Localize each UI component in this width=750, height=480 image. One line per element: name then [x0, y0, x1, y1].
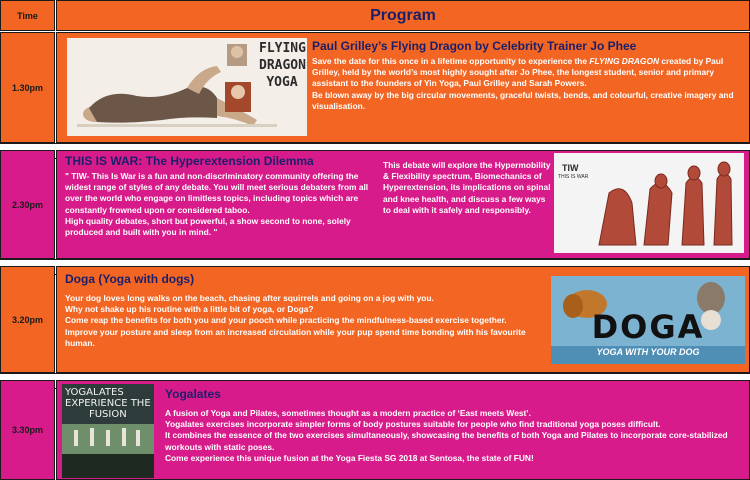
doga-logo: DOGA — [591, 308, 705, 346]
description-part-2: High quality debates, short but powerful, a show second to none, solely produced and built with you in mind. " — [65, 215, 351, 238]
program-title: Doga (Yoga with dogs) — [65, 272, 195, 286]
logo-line-2: DRAGON — [259, 58, 306, 73]
description-part-1: Your dog loves long walks on the beach, chasing after squirrels and going on a jog with you. — [65, 293, 434, 303]
description-part-1: Save the date for this once in a lifetime opportunity to experience the — [312, 56, 590, 66]
yogalates-logo — [65, 387, 151, 420]
program-row-flying-dragon — [56, 32, 750, 143]
flying-dragon-logo — [259, 40, 305, 91]
program-description — [65, 293, 551, 349]
description-part-1: A fusion of Yoga and Pilates, sometimes thought as a modern practice of ‘East meets West’. — [165, 408, 531, 418]
description-part-4: Improve your posture and sleep from an increased circulation while your pup spend time bonding with his favourite human. — [65, 326, 526, 348]
program-title: THIS IS WAR: The Hyperextension Dilemma — [65, 154, 314, 168]
hyperextension-image — [554, 153, 744, 253]
row-time-4: 3.30pm — [0, 380, 55, 480]
description-part-2: created by Paul Grilley, held by the world’s most highly sought after Jo Phee, the longest student, senior and primary assistant to the founders of Yin Yoga, Paul Grilley and Sarah Powers. — [312, 56, 724, 89]
logo-line-3: YOGA — [266, 75, 298, 90]
row-time-3: 3.20pm — [0, 266, 55, 373]
flying-dragon-image — [67, 38, 307, 136]
yogalates-image — [62, 384, 154, 478]
program-description-left — [65, 171, 380, 238]
description-part-3: It combines the essence of the two exercises simultaneously, showcasing the benefits of both Yoga and Pilates to incorporate core-stabilized workouts with static poses. — [165, 430, 728, 452]
logo-line-1: YOGALATES — [65, 387, 124, 398]
description-part-2: Why not shake up his routine with a little bit of yoga, or Doga? — [65, 304, 314, 315]
program-description — [165, 408, 749, 464]
tiw-tagline: THIS IS WAR — [558, 174, 589, 180]
program-row-this-is-war — [56, 150, 750, 259]
program-row-yogalates — [56, 380, 750, 480]
description-part-3: Be blown away by the big circular movements, graceful twists, bends, and colourful, creative imagery and visualisation. — [312, 89, 734, 111]
description-part-3: Come reap the benefits for both you and your pooch while practicing the mindfulness-based exercise together. — [65, 315, 507, 326]
program-description — [312, 56, 748, 112]
logo-line-3: FUSION — [88, 409, 127, 420]
program-title: Yogalates — [165, 387, 221, 401]
tiw-logo: TIW — [562, 163, 579, 173]
description-part-2: Yogalates exercises incorporate simpler forms of body postures suitable for people who find traditional yoga poses difficult. — [165, 419, 661, 430]
time-column-header: Time — [0, 0, 55, 31]
description-part-4: Come experience this unique fusion at the Yoga Fiesta SG 2018 at Sentosa, the state of FUN! — [165, 452, 534, 463]
description-part-1: " TIW- This Is War is a fun and non-discriminatory community offering the widest range of styles of any debate. You will meet serious debaters from all over the world who engage on limitless topics, including topics which are constantly frowned upon or considered taboo. — [65, 171, 369, 215]
anatomy-figures-illustration — [554, 153, 744, 253]
program-column-header: Program — [56, 0, 750, 31]
program-title: Paul Grilley’s Flying Dragon by Celebrity Trainer Jo Phee — [312, 39, 637, 53]
program-description-right: This debate will explore the Hypermobility & Flexibility spectrum, Biomechanics of Hyperextension, its implications on spinal and knee health, and discuss a few ways to deal with it safely and responsibly. — [383, 160, 551, 215]
row-time-1: 1.30pm — [0, 32, 55, 143]
logo-line-1: FLYING — [259, 41, 306, 56]
program-row-doga — [56, 266, 750, 373]
logo-line-2: EXPERIENCE THE — [65, 398, 151, 409]
row-time-2: 2.30pm — [0, 150, 55, 259]
description-emphasis: FLYING DRAGON — [589, 56, 660, 66]
doga-tagline: YOGA WITH YOUR DOG — [596, 347, 700, 357]
doga-image — [551, 276, 745, 364]
